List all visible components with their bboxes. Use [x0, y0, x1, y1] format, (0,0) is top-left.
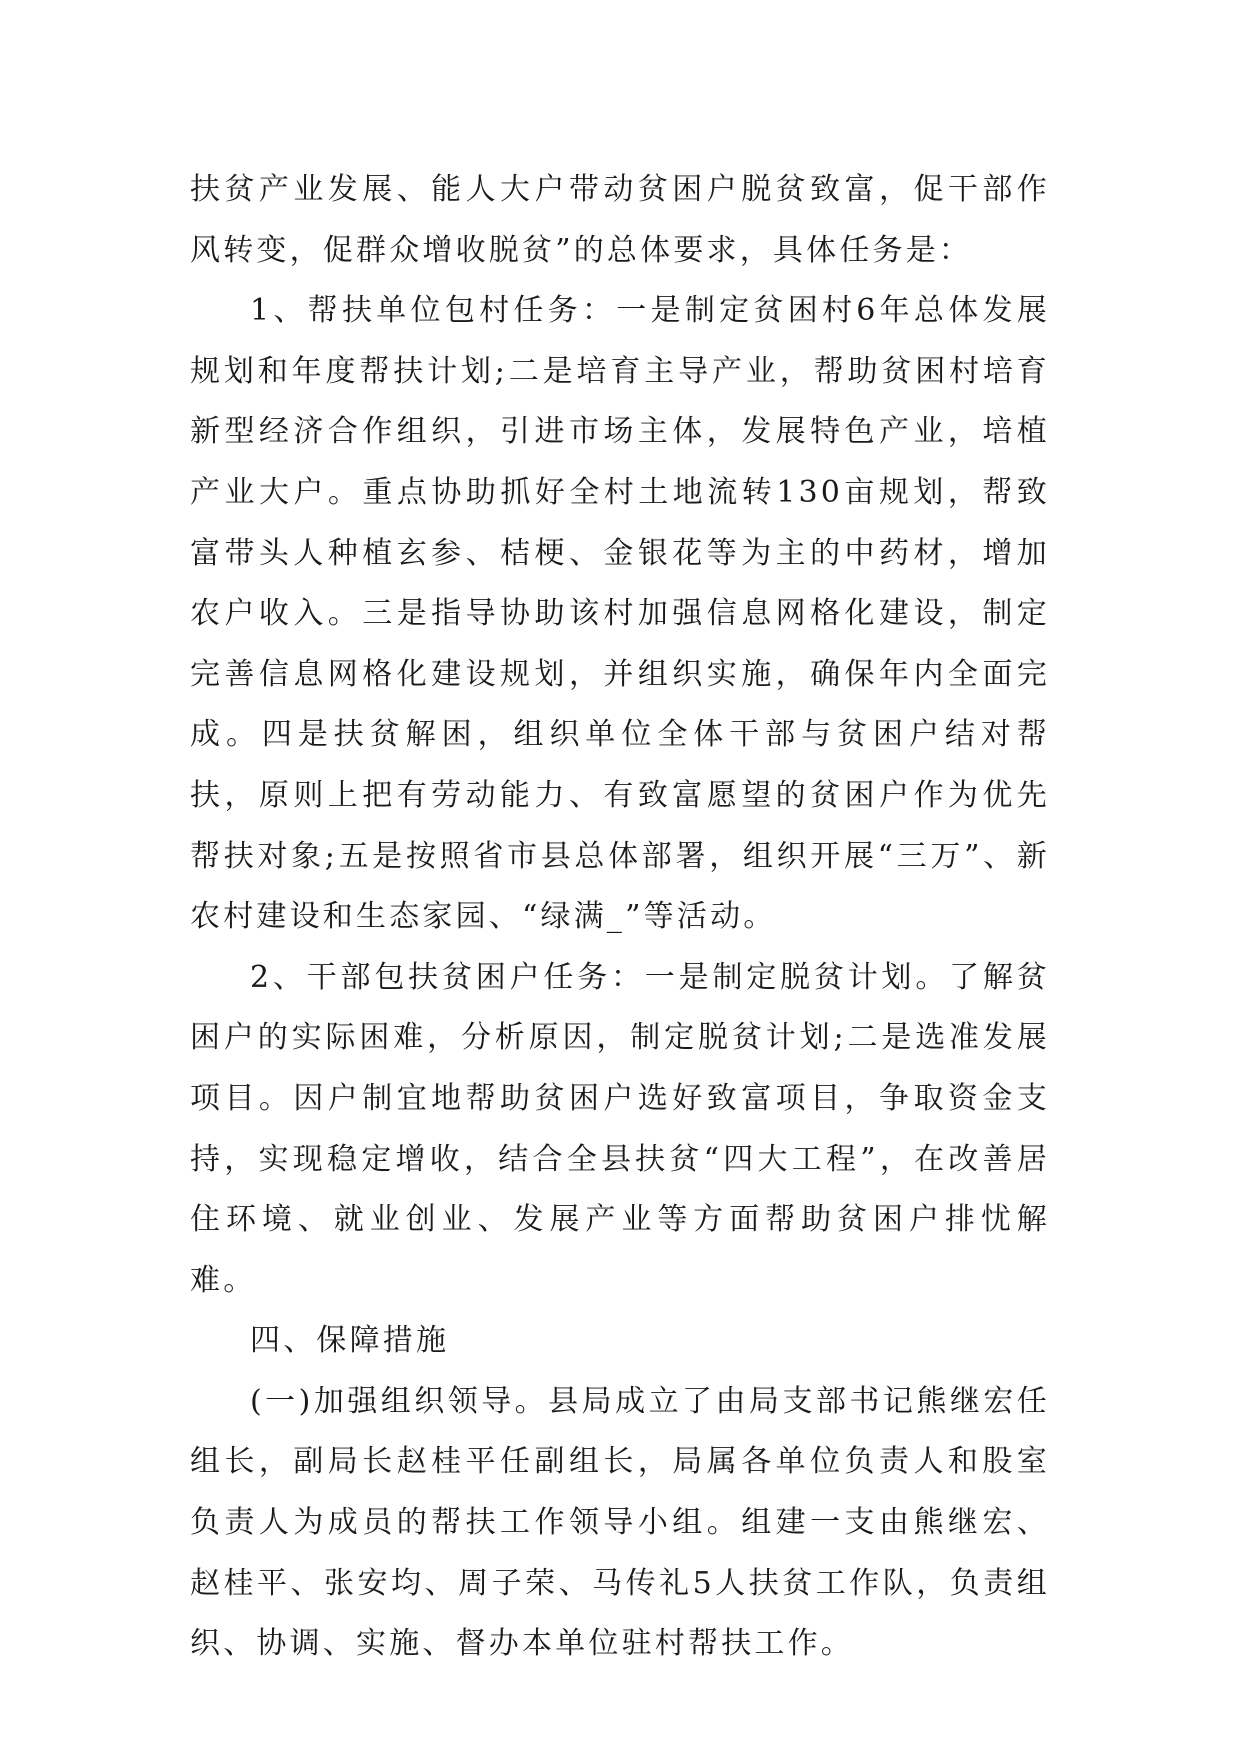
document-body: [190, 160, 1050, 1675]
section-heading-safeguards: 四、保障措施: [250, 1323, 450, 1359]
paragraph-task-requirements: 扶贫产业发展、能人大户带动贫困户脱贫致富，促干部作风转变，促群众增收脱贫”的总体要求，具体任务是：: [190, 172, 1050, 268]
paragraph-cadre-household-tasks: 2、干部包扶贫困户任务：一是制定脱贫计划。了解贫困户的实际困难，分析原因，制定脱贫计划;二是选准发展项目。因户制宜地帮助贫困户选好致富项目，争取资金支持，实现稳定增收，结合全县扶贫“四大工程”，在改善居住环境、就业创业、发展产业等方面帮助贫困户排忧解难。: [190, 959, 1050, 1298]
paragraph-unit-village-tasks: 1、帮扶单位包村任务：一是制定贫困村6年总体发展规划和年度帮扶计划;二是培育主导产业，帮助贫困村培育新型经济合作组织，引进市场主体，发展特色产业，培植产业大户。重点协助抓好全村土地流转130亩规划，帮致富带头人种植玄参、桔梗、金银花等为主的中药材，增加农户收入。三是指导协助该村加强信息网格化建设，制定完善信息网格化建设规划，并组织实施，确保年内全面完成。四是扶贫解困，组织单位全体干部与贫困户结对帮扶，原则上把有劳动能力、有致富愿望的贫困户作为优先帮扶对象;五是按照省市县总体部署，组织开展“三万”、新农村建设和生态家园、“绿满_”等活动。: [190, 293, 1050, 935]
paragraph-organization-leadership: (一)加强组织领导。县局成立了由局支部书记熊继宏任组长，副局长赵桂平任副组长，局属各单位负责人和股室负责人为成员的帮扶工作领导小组。组建一支由熊继宏、赵桂平、张安均、周子荣、马传礼5人扶贫工作队，负责组织、协调、实施、督办本单位驻村帮扶工作。: [190, 1383, 1050, 1662]
